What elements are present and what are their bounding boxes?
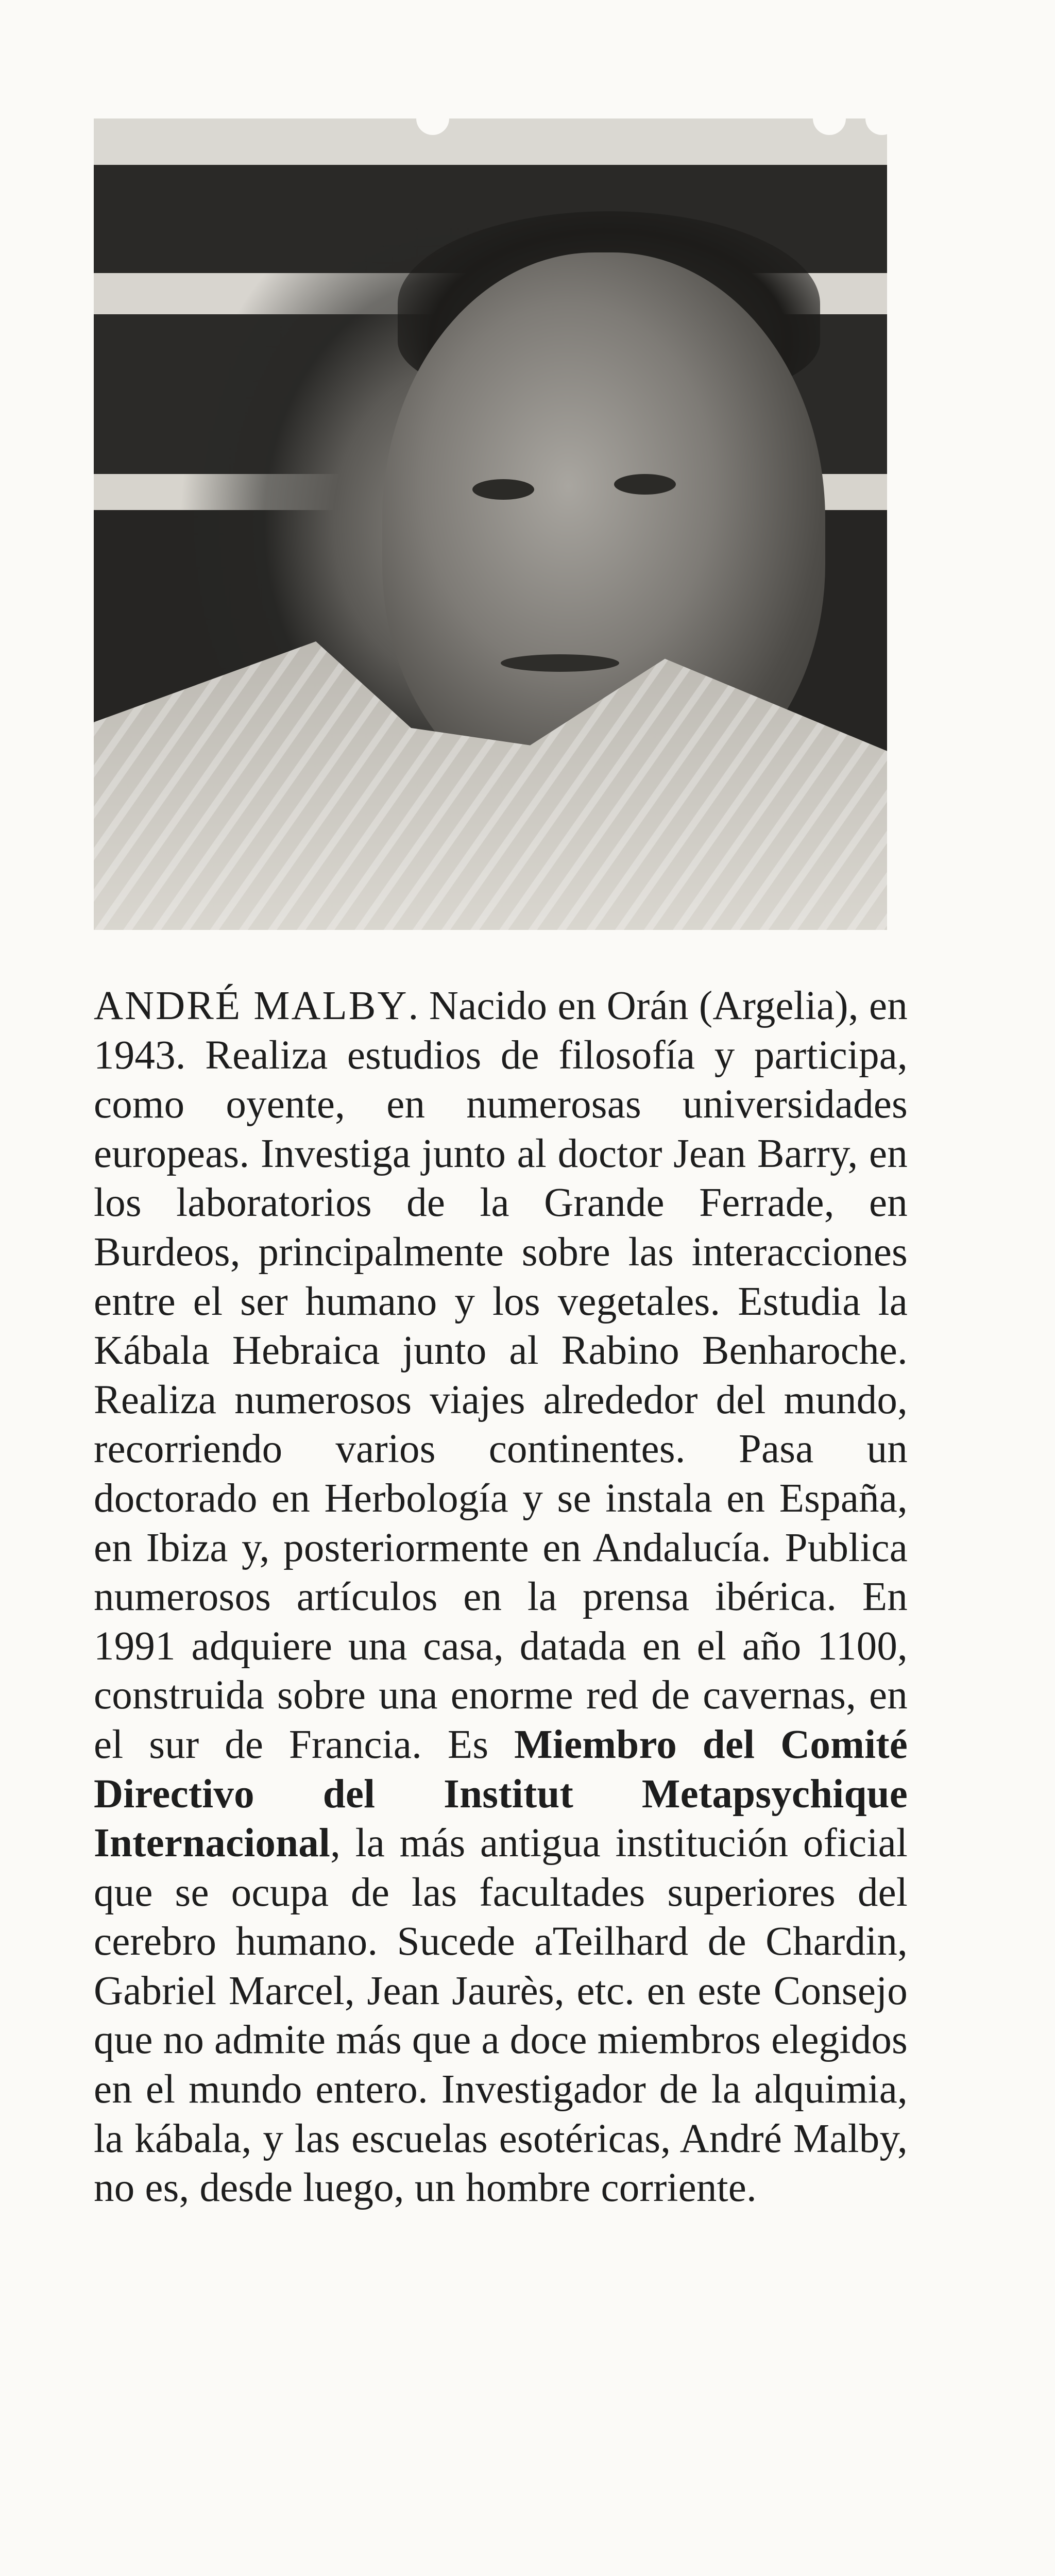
punch-hole — [416, 102, 449, 135]
portrait-mouth — [501, 654, 619, 672]
portrait-left-eye — [472, 479, 534, 500]
portrait-right-eye — [614, 474, 676, 495]
biography-bold-affiliation: Miembro del Comité Directivo del Institut Metapsychique Internacional — [94, 1722, 908, 1866]
punch-hole — [865, 102, 898, 135]
biography-text-part1: . Nacido en Orán (Argelia), en 1943. Realiza estudios de filosofía y participa, como oyente, en numerosas universidades europeas. Investiga junto al doctor Jean Barry, en los laboratorios de la Grande Ferrade, en Burdeos, principalmente sobre las interacciones entre el ser humano y los vegetales. Estudia la Kábala Hebraica junto al Rabino Benharoche. Realiza numerosos viajes alrededor del mundo, recorriendo varios continentes. Pasa un doctorado en Herbología y se instala en España, en Ibiza y, posteriormente en Andalucía. Publica numerosos artículos en la prensa ibérica. En 1991 adquiere una casa, datada en el año 1100, construida sobre una enorme red de cavernas, en el sur de Francia. Es — [94, 984, 908, 1767]
author-portrait-image — [94, 118, 887, 930]
author-biography — [94, 981, 908, 2213]
biography-text-part2: , la más antigua institución oficial que se ocupa de las facultades superiores del cerebro humano. Sucede aTeilhard de Chardin, Gabriel Marcel, Jean Jaurès, etc. en este Consejo que no admite más que a doce miembros elegidos en el mundo entero. Investigador de la alquimia, la kábala, y las escuelas esotéricas, André Malby, no es, desde luego, un hombre corriente. — [94, 1821, 908, 2211]
author-name: ANDRÉ MALBY — [94, 984, 409, 1028]
punch-hole — [813, 102, 846, 135]
